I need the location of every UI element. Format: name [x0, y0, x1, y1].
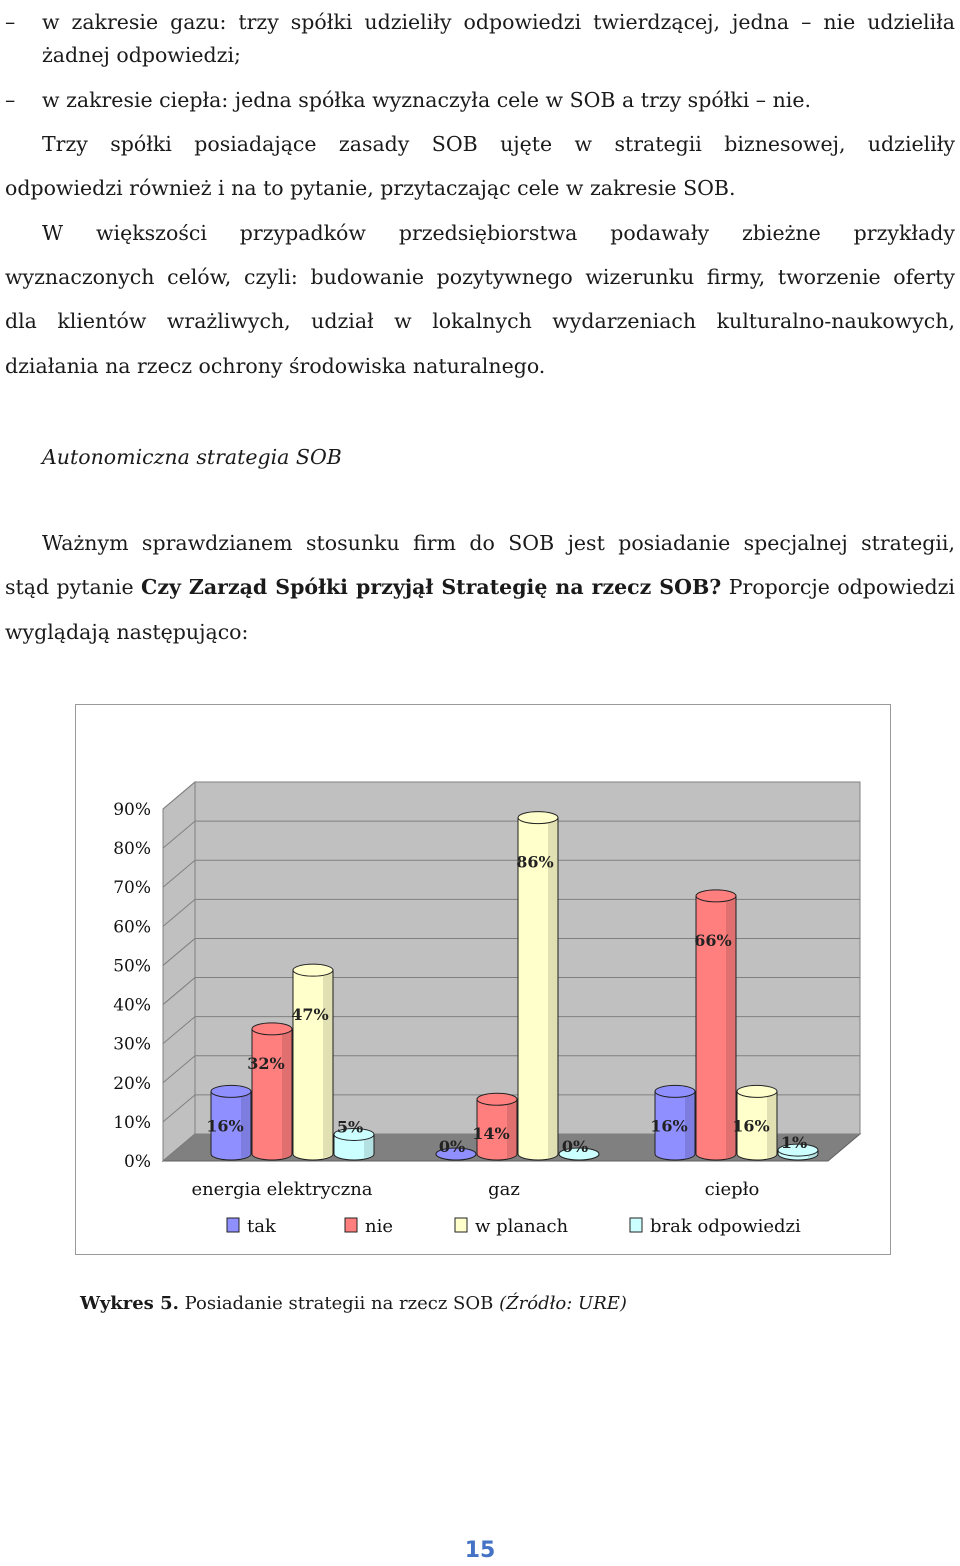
para1-line2: odpowiedzi również i na to pytanie, przytaczając cele w zakresie SOB. — [5, 176, 736, 200]
y-tick-label: 10% — [113, 1112, 151, 1133]
x-category-label: gaz — [488, 1179, 520, 1200]
data-label: 14% — [472, 1124, 510, 1144]
para2-line4: działania na rzecz ochrony środowiska naturalnego. — [5, 354, 546, 378]
data-label: 16% — [206, 1116, 244, 1136]
para2-line3: dla klientów wrażliwych, udział w lokalnych wydarzeniach kulturalno-naukowych, — [5, 309, 955, 333]
y-tick-label: 80% — [113, 839, 151, 860]
bar-cap — [737, 1085, 777, 1097]
legend-swatch — [227, 1218, 239, 1232]
bar-chart — [75, 704, 891, 1255]
data-label: 47% — [291, 1005, 329, 1025]
para3-line2-post: Proporcje odpowiedzi — [721, 575, 955, 599]
legend-label: w planach — [475, 1216, 569, 1237]
para3-line1: Ważnym sprawdzianem stosunku firm do SOB jest posiadanie specjalnej strategii, — [42, 531, 955, 555]
data-label: 16% — [732, 1116, 770, 1136]
data-label: 32% — [247, 1053, 285, 1073]
legend-label: tak — [247, 1216, 276, 1237]
legend-label: brak odpowiedzi — [650, 1216, 801, 1237]
bar-cap — [696, 890, 736, 902]
bullet-heat-line1: w zakresie ciepła: jedna spółka wyznaczyła cele w SOB a trzy spółki – nie. — [42, 88, 811, 112]
data-label: 86% — [516, 852, 554, 872]
y-tick-label: 0% — [124, 1152, 151, 1172]
section-heading: Autonomiczna strategia SOB — [42, 445, 342, 469]
y-tick-label: 20% — [113, 1073, 151, 1094]
bar-energia-elektryczna-w-planach — [293, 964, 333, 1160]
bullet-dash: – — [5, 88, 16, 112]
data-label: 1% — [780, 1133, 808, 1153]
data-label: 0% — [438, 1137, 466, 1156]
caption-source: (Źródło: URE) — [499, 1293, 627, 1314]
page-number: 15 — [464, 1538, 496, 1563]
y-tick-label: 50% — [113, 956, 151, 977]
y-tick-label: 90% — [113, 800, 151, 820]
bar-cap — [477, 1093, 517, 1105]
legend-swatch — [455, 1218, 467, 1232]
data-label: 5% — [336, 1117, 364, 1137]
bar-energia-elektryczna-nie — [252, 1023, 292, 1160]
legend-swatch — [345, 1218, 357, 1232]
y-tick-label: 60% — [113, 917, 151, 938]
para3-line2 — [5, 565, 955, 609]
para1-line1: Trzy spółki posiadające zasady SOB ujęte w strategii biznesowej, udzieliły — [42, 132, 955, 156]
chart-side-wall — [163, 782, 195, 1161]
y-tick-label: 40% — [113, 995, 151, 1016]
figure-caption — [80, 1290, 627, 1318]
data-label: 0% — [561, 1137, 589, 1156]
para2-line2: wyznaczonych celów, czyli: budowanie pozytywnego wizerunku firmy, tworzenie oferty — [5, 265, 955, 289]
legend-swatch — [630, 1218, 642, 1232]
para3-line3: wyglądają następująco: — [5, 620, 249, 644]
caption-text: Posiadanie strategii na rzecz SOB — [178, 1293, 500, 1314]
x-category-label: ciepło — [704, 1179, 760, 1200]
para2-line1: W większości przypadków przedsiębiorstwa podawały zbieżne przykłady — [42, 221, 955, 245]
para3-line2-pre: stąd pytanie — [5, 575, 142, 599]
bar-cap — [211, 1085, 251, 1097]
bar-cap — [655, 1085, 695, 1097]
bullet-gas-line1: w zakresie gazu: trzy spółki udzieliły odpowiedzi twierdzącej, jedna – nie udzieliła — [42, 10, 955, 34]
bar-shade — [282, 1029, 292, 1158]
data-label: 16% — [650, 1116, 688, 1136]
bullet-dash: – — [5, 10, 16, 34]
bar-cap — [252, 1023, 292, 1035]
legend-label: nie — [365, 1216, 394, 1237]
caption-label: Wykres 5. — [80, 1293, 179, 1314]
bar-cap — [518, 812, 558, 824]
y-tick-label: 30% — [113, 1034, 151, 1055]
bar-shade — [323, 970, 333, 1158]
y-tick-label: 70% — [113, 878, 151, 899]
bar-cap — [293, 964, 333, 976]
para3-question: Czy Zarząd Spółki przyjął Strategię na rzecz SOB? — [141, 575, 722, 599]
x-category-label: energia elektryczna — [191, 1179, 373, 1200]
bullet-gas-line2: żadnej odpowiedzi; — [42, 43, 241, 67]
data-label: 66% — [694, 930, 732, 950]
